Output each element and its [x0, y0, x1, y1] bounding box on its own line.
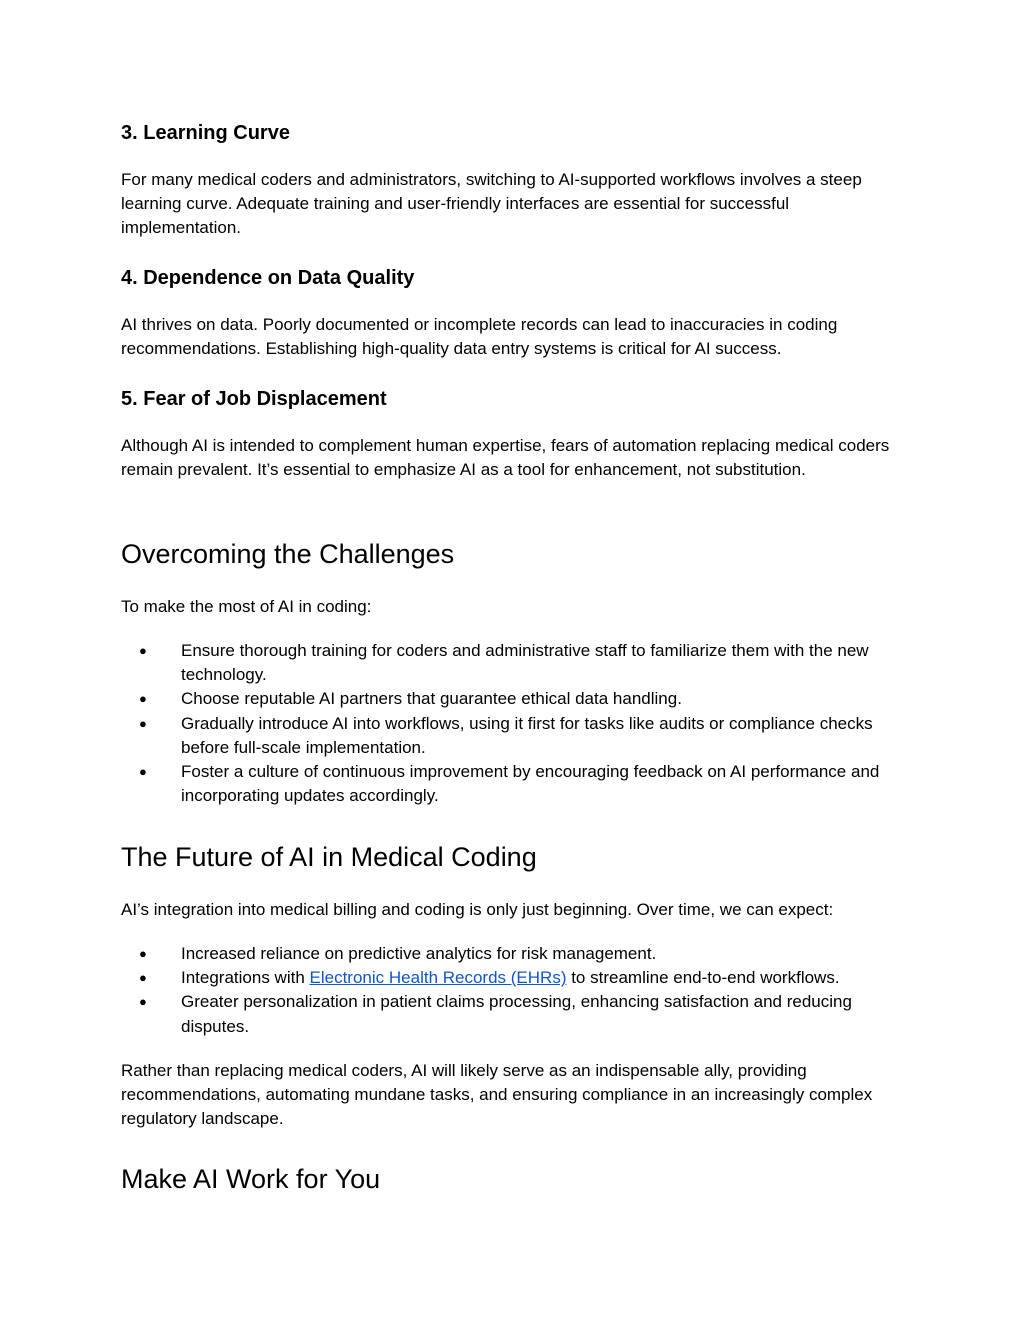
list-item	[121, 760, 906, 808]
list-item	[121, 687, 906, 711]
list-item	[121, 942, 906, 966]
list-item-text-suffix: to streamline end-to-end workflows.	[566, 968, 840, 988]
list-item-text: Gradually introduce AI into workflows, using it first for tasks like audits or compliance checks before full-scale implementation.	[181, 713, 873, 757]
list-item	[121, 639, 906, 687]
bullet-glyph: ●	[139, 643, 147, 658]
list-item-text: Greater personalization in patient claims processing, enhancing satisfaction and reducing disputes.	[181, 992, 852, 1036]
paragraph-future-intro: AI’s integration into medical billing and coding is only just beginning. Over time, we can expect:	[121, 900, 834, 919]
list-item-text: Choose reputable AI partners that guarantee ethical data handling.	[181, 689, 682, 709]
list-item	[121, 990, 906, 1038]
bullet-glyph: ●	[139, 946, 147, 961]
bullet-glyph: ●	[139, 691, 147, 707]
paragraph-learning-curve: For many medical coders and administrators, switching to AI-supported workflows involves a steep learning curve. Adequate training and user-friendly interfaces are essential for successful implementation.	[121, 170, 862, 238]
list-future	[121, 942, 906, 1039]
bullet-glyph: ●	[139, 715, 147, 731]
paragraph-job-displacement: Although AI is intended to complement human expertise, fears of automation replacing medical coders remain prevalent. It’s essential to emphasize AI as a tool for enhancement, not substitution.	[121, 436, 890, 480]
section-heading-data-quality: 4. Dependence on Data Quality	[121, 267, 415, 289]
bullet-glyph: ●	[139, 994, 147, 1010]
list-item-text: Ensure thorough training for coders and administrative staff to familiarize them with the new technology.	[181, 641, 869, 685]
section-heading-job-displacement: 5. Fear of Job Displacement	[121, 388, 387, 410]
heading-overcoming-challenges: Overcoming the Challenges	[121, 539, 455, 569]
list-item	[121, 966, 906, 990]
paragraph-future-closing: Rather than replacing medical coders, AI will likely serve as an indispensable ally, providing recommendations, automating mundane tasks, and ensuring compliance in an increasingly complex regulatory landscape.	[121, 1061, 873, 1129]
list-overcoming	[121, 639, 906, 808]
list-item-text: Increased reliance on predictive analytics for risk management.	[181, 944, 657, 963]
paragraph-overcoming-intro: To make the most of AI in coding:	[121, 597, 372, 616]
bullet-glyph: ●	[139, 970, 147, 986]
bullet-glyph: ●	[139, 764, 147, 780]
list-item	[121, 712, 906, 760]
heading-make-ai-work: Make AI Work for You	[121, 1164, 381, 1194]
section-heading-learning-curve: 3. Learning Curve	[121, 122, 290, 144]
ehr-link[interactable]: Electronic Health Records (EHRs)	[309, 968, 567, 988]
list-item-text-prefix: Integrations with	[181, 968, 310, 988]
paragraph-data-quality: AI thrives on data. Poorly documented or incomplete records can lead to inaccuracies in coding recommendations. Establishing high-quality data entry systems is critical for AI success.	[121, 315, 838, 359]
list-item-text: Foster a culture of continuous improvement by encouraging feedback on AI performance and incorporating updates accordingly.	[181, 762, 880, 806]
heading-future-ai: The Future of AI in Medical Coding	[121, 842, 537, 872]
